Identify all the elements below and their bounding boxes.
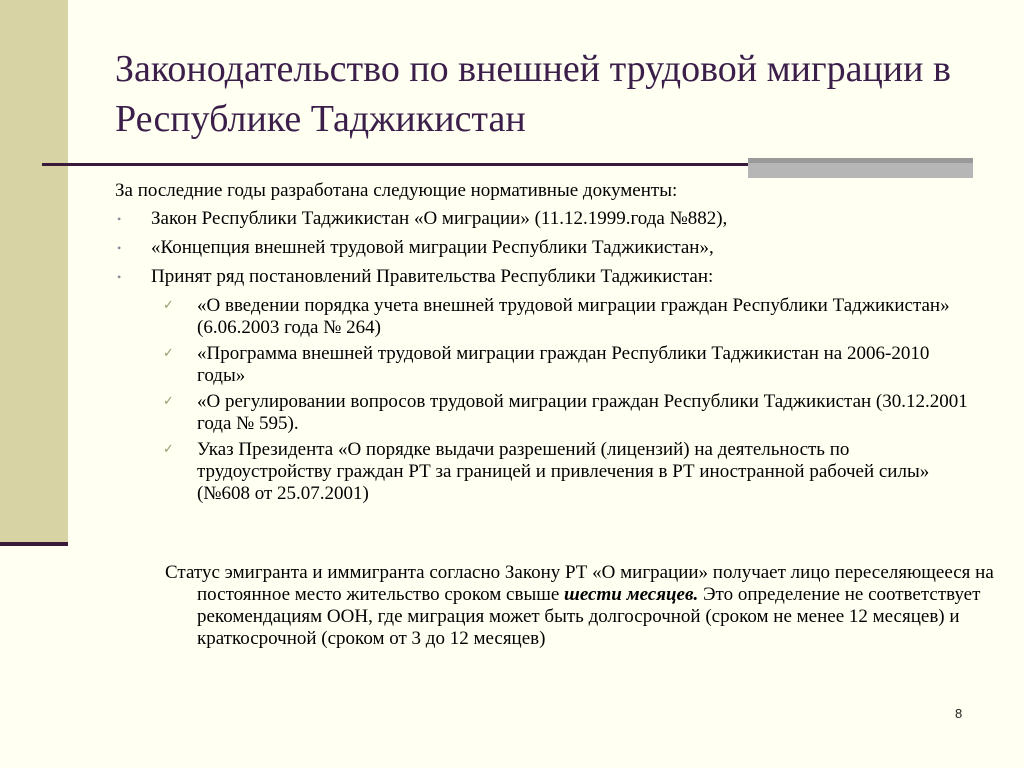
sub-list-item bbox=[161, 439, 975, 505]
resolution-list bbox=[115, 295, 975, 505]
slide-body bbox=[115, 180, 975, 509]
left-accent-rule bbox=[0, 542, 68, 546]
page-number: 8 bbox=[955, 706, 963, 721]
sub-list-item-text: «О введении порядка учета внешней трудовой миграции граждан Республики Таджикистан» (6.06.2003 года № 264) bbox=[197, 295, 950, 338]
status-paragraph bbox=[165, 562, 997, 650]
sub-list-item-text: «О регулировании вопросов трудовой миграции граждан Республики Таджикистан (30.12.2001 года № 595). bbox=[197, 391, 968, 434]
document-list bbox=[115, 208, 975, 288]
list-item-text: «Концепция внешней трудовой миграции Республики Таджикистан», bbox=[151, 237, 714, 258]
checkmark-icon: ✓ bbox=[163, 298, 174, 313]
status-text-before: Статус эмигранта и иммигранта согласно Закону РТ «О миграции» получает лицо переселяющееся на постоянное место жительство сроком свыше bbox=[165, 562, 994, 605]
list-item bbox=[115, 208, 975, 230]
checkmark-icon: ✓ bbox=[163, 394, 174, 409]
checkmark-icon: ✓ bbox=[163, 442, 174, 457]
title-divider-gray-block-top bbox=[748, 158, 973, 163]
sub-list-item bbox=[161, 391, 975, 435]
sub-list-item-text: Указ Президента «О порядке выдачи разрешений (лицензий) на деятельность по трудоустройству граждан РТ за границей и привлечения в РТ иностранной рабочей силы» (№608 от 25.07.2001) bbox=[197, 439, 930, 504]
list-item bbox=[115, 266, 975, 288]
bullet-dot-icon: • bbox=[117, 270, 122, 284]
bullet-dot-icon: • bbox=[117, 212, 122, 226]
list-item-text: Закон Республики Таджикистан «О миграции» (11.12.1999.года №882), bbox=[151, 208, 728, 229]
status-emphasis: шести месяцев. bbox=[564, 584, 699, 605]
left-accent-bar bbox=[0, 0, 68, 542]
sub-list-item bbox=[161, 295, 975, 339]
intro-text: За последние годы разработана следующие нормативные документы: bbox=[115, 180, 678, 201]
checkmark-icon: ✓ bbox=[163, 346, 174, 361]
slide-title: Законодательство по внешней трудовой миграции в Республике Таджикистан bbox=[115, 48, 951, 140]
status-text-after: Это определение не соответствует рекомендациям ООН, где миграция может быть долгосрочной (сроком не менее 12 месяцев) и краткосрочной (сроком от 3 до 12 месяцев) bbox=[197, 584, 981, 649]
list-item-text: Принят ряд постановлений Правительства Республики Таджикистан: bbox=[151, 266, 714, 287]
list-item bbox=[115, 237, 975, 259]
sub-list-item bbox=[161, 343, 975, 387]
bullet-dot-icon: • bbox=[117, 241, 122, 255]
sub-list-item-text: «Программа внешней трудовой миграции граждан Республики Таджикистан на 2006-2010 годы» bbox=[197, 343, 930, 386]
